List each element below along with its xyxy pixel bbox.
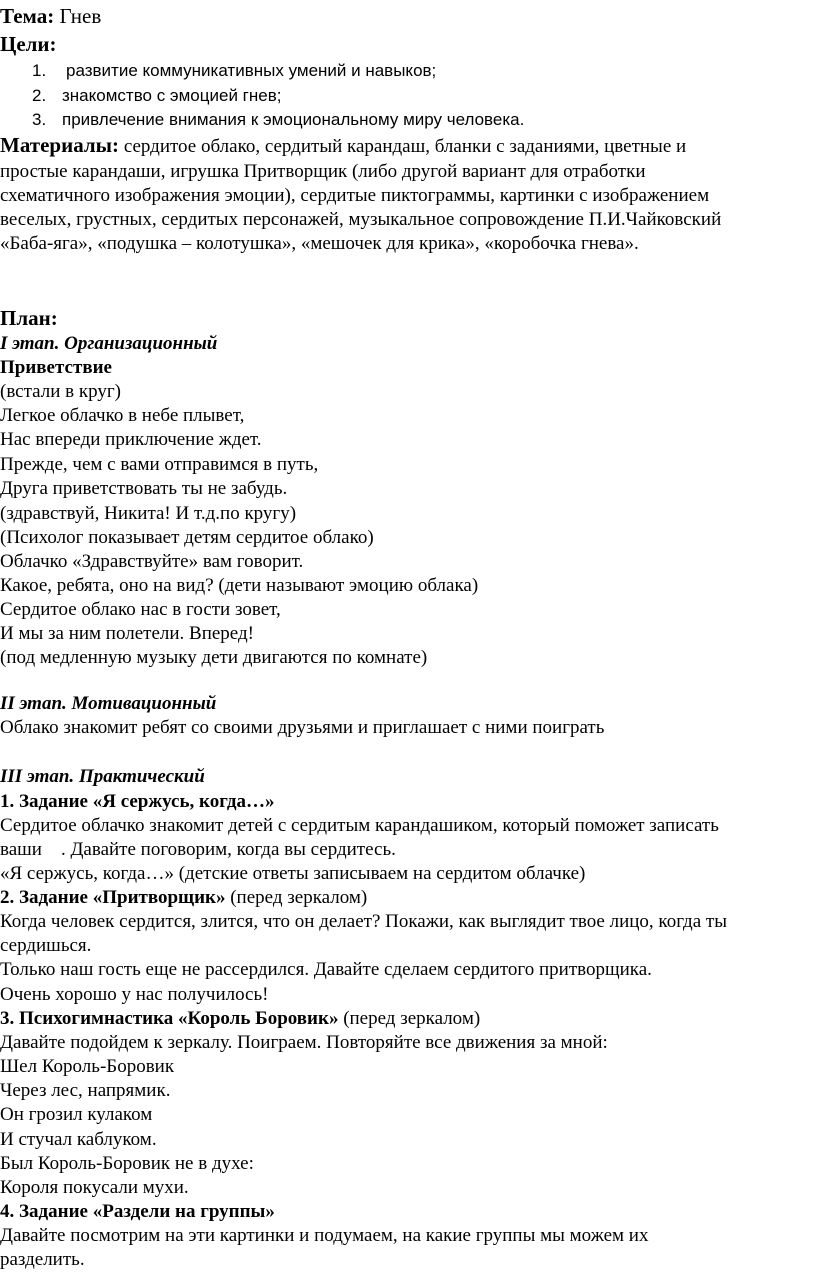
poem-line: Легкое облачко в небе плывет, — [0, 405, 245, 426]
materials-text: «Баба-яга», «подушка – колотушка», «мешочек для крика», «коробочка гнева». — [0, 233, 639, 254]
materials-text: схематичного изображения эмоции), сердитые пиктограммы, картинки с изображением — [0, 185, 710, 206]
task-text: разделить. — [0, 1249, 85, 1270]
stage1-title: I этап. Организационный — [0, 333, 218, 354]
goal-number: 3. — [32, 110, 47, 129]
goal-number: 1. — [32, 61, 47, 80]
poem-line: Нас впереди приключение ждет. — [0, 429, 262, 450]
poem-line: (под медленную музыку дети двигаются по комнате) — [0, 647, 428, 668]
poem-line: Сердитое облако нас в гости зовет, — [0, 599, 281, 620]
materials-text: веселых, грустных, сердитых персонажей, музыкальное сопровождение П.И.Чайковский — [0, 209, 722, 230]
greeting-title: Приветствие — [0, 357, 112, 378]
poem-line: Через лес, напрямик. — [0, 1080, 171, 1101]
poem-line: Он грозил кулаком — [0, 1104, 153, 1125]
poem-line: (Психолог показывает детям сердитое облако) — [0, 527, 374, 548]
task2-heading — [0, 886, 367, 910]
poem-line: Был Король-Боровик не в духе: — [0, 1153, 254, 1174]
poem-line: Друга приветствовать ты не забудь. — [0, 478, 288, 499]
task-text: Только наш гость еще не рассердился. Давайте сделаем сердитого притворщика. — [0, 959, 652, 980]
stage2-text: Облако знакомит ребят со своими друзьями и приглашает с ними поиграть — [0, 717, 605, 738]
poem-line: Шел Король-Боровик — [0, 1056, 175, 1077]
topic-value: Гнев — [59, 4, 102, 28]
poem-line: Короля покусали мухи. — [0, 1177, 189, 1198]
poem-line: И стучал каблуком. — [0, 1129, 157, 1150]
task-text: Очень хорошо у нас получилось! — [0, 984, 269, 1005]
task4-title: 4. Задание «Раздели на группы» — [0, 1201, 275, 1222]
task-text: ваши . Давайте поговорим, когда вы сердитесь. — [0, 839, 396, 860]
task-text: «Я сержусь, когда…» (детские ответы записываем на сердитом облачке) — [0, 863, 586, 884]
task-text: Когда человек сердится, злится, что он делает? Покажи, как выглядит твое лицо, когда ты — [0, 911, 727, 932]
topic-label: Тема: — [0, 4, 55, 28]
task2-title: 2. Задание «Притворщик» — [0, 887, 226, 908]
poem-line: (здравствуй, Никита! И т.д.по кругу) — [0, 503, 297, 524]
poem-line: И мы за ним полетели. Вперед! — [0, 623, 254, 644]
poem-line: Какое, ребята, оно на вид? (дети называют эмоцию облака) — [0, 575, 479, 596]
task-text: Давайте подойдем к зеркалу. Поиграем. Повторяйте все движения за мной: — [0, 1032, 608, 1053]
poem-line: Прежде, чем с вами отправимся в путь, — [0, 454, 319, 475]
poem-line: (встали в круг) — [0, 381, 121, 402]
task-text: Давайте посмотрим на эти картинки и подумаем, на какие группы мы можем их — [0, 1225, 649, 1246]
task3-heading — [0, 1007, 480, 1031]
task1-title: 1. Задание «Я сержусь, когда…» — [0, 791, 275, 812]
task-text: сердишься. — [0, 935, 92, 956]
materials-label: Материалы: — [0, 133, 120, 157]
materials-line — [0, 133, 686, 159]
poem-line: Облачко «Здравствуйте» вам говорит. — [0, 551, 304, 572]
stage2-title: II этап. Мотивационный — [0, 693, 217, 714]
task-text: Сердитое облачко знакомит детей с сердитым карандашиком, который поможет записать — [0, 815, 719, 836]
task3-note: (перед зеркалом) — [338, 1008, 481, 1029]
goals-label: Цели: — [0, 32, 57, 56]
stage3-title: III этап. Практический — [0, 766, 205, 787]
topic-line — [0, 4, 101, 28]
goal-item: знакомство с эмоцией гнев; — [62, 86, 282, 105]
task2-note: (перед зеркалом) — [225, 887, 368, 908]
goal-item: развитие коммуникативных умений и навыков; — [66, 61, 437, 80]
materials-text: простые карандаши, игрушка Притворщик (либо другой вариант для отработки — [0, 161, 646, 182]
goal-item: привлечение внимания к эмоциональному миру человека. — [62, 110, 525, 129]
plan-title: План: — [0, 306, 58, 330]
materials-text: сердитое облако, сердитый карандаш, бланки с заданиями, цветные и — [123, 136, 687, 157]
task3-title: 3. Психогимнастика «Король Боровик» — [0, 1008, 339, 1029]
goal-number: 2. — [32, 86, 47, 105]
